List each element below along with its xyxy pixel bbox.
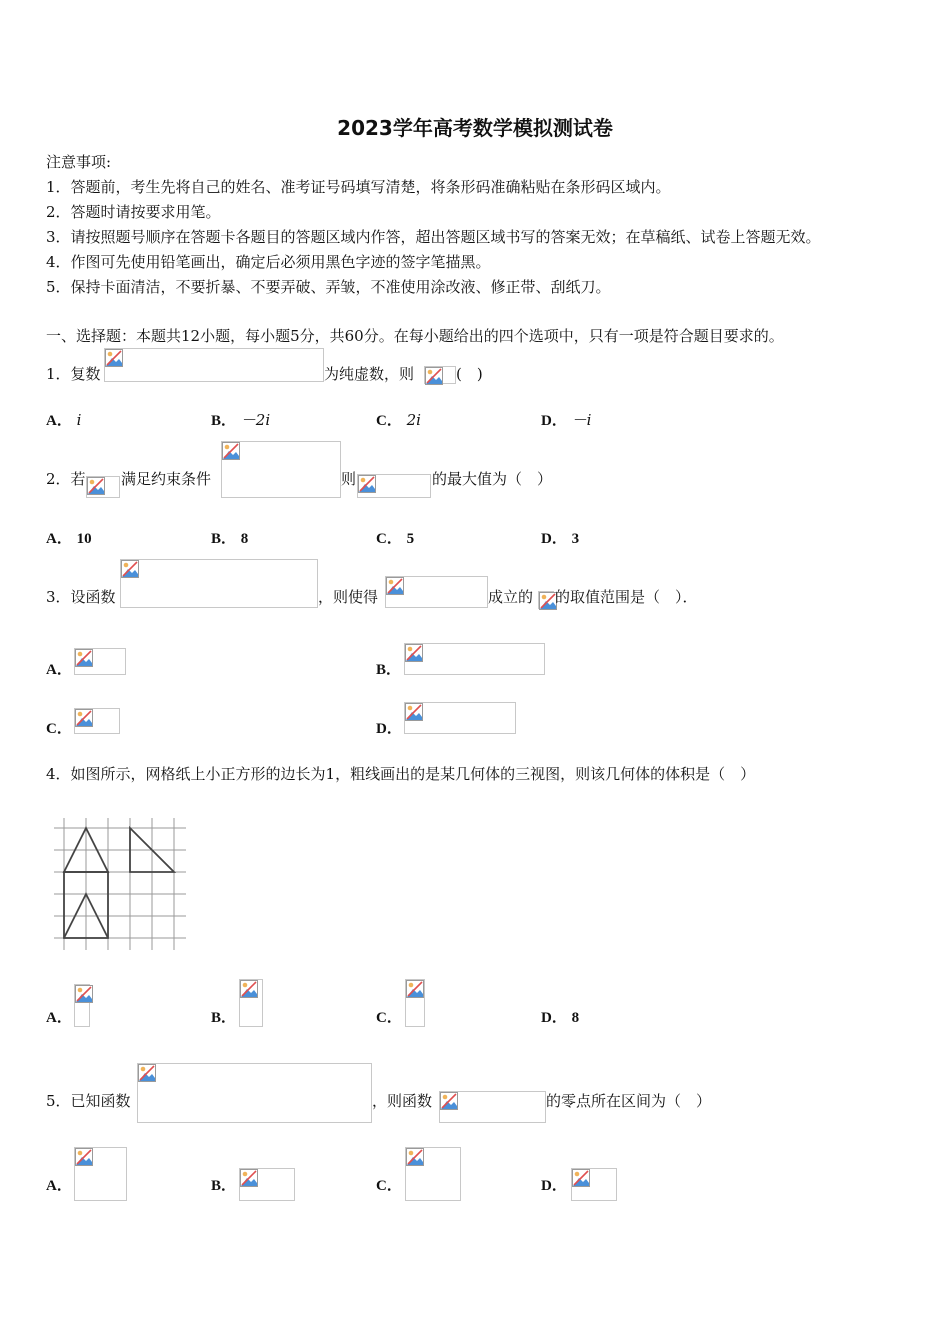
q5-option-c[interactable] bbox=[376, 1175, 402, 1196]
option-label: A． bbox=[46, 662, 72, 678]
q4-text: 4．如图所示，网格纸上小正方形的边长为1，粗线画出的是某几何体的三视图，则该几何体的体积是（ ） bbox=[46, 765, 756, 783]
broken-image-icon bbox=[75, 709, 93, 727]
q1-option-c[interactable] bbox=[376, 410, 421, 431]
section-heading: 一、选择题：本题共12小题，每小题5分，共60分。在每小题给出的四个选项中，只有一项是符合题目要求的。 bbox=[46, 327, 784, 345]
q4-option-a[interactable] bbox=[46, 1007, 72, 1028]
q1-variable-image bbox=[424, 366, 456, 384]
notice-item-5: 5．保持卡面清洁，不要折暴、不要弄破、弄皱，不准使用涂改液、修正带、刮纸刀。 bbox=[46, 278, 611, 296]
q5-option-c-image bbox=[405, 1147, 461, 1201]
option-label: B． bbox=[211, 1178, 237, 1194]
option-label: A． bbox=[46, 531, 72, 547]
q3-option-d[interactable] bbox=[376, 718, 402, 739]
notice-item-3: 3．请按照题号顺序在答题卡各题目的答题区域内作答，超出答题区域书写的答案无效；在草稿纸、试卷上答题无效。 bbox=[46, 228, 821, 246]
q4-option-a-image bbox=[74, 984, 90, 1027]
q5-option-a[interactable] bbox=[46, 1175, 72, 1196]
q4-option-d[interactable] bbox=[541, 1007, 579, 1028]
q3-option-b-image bbox=[404, 643, 545, 675]
q3-text-a: 3．设函数 bbox=[46, 588, 116, 606]
option-label: A． bbox=[46, 413, 72, 429]
broken-image-icon bbox=[406, 1148, 424, 1166]
option-value: i bbox=[76, 411, 82, 429]
option-label: A． bbox=[46, 1178, 72, 1194]
broken-image-icon bbox=[105, 349, 123, 367]
q2-text-a: 2．若 bbox=[46, 470, 86, 488]
broken-image-icon bbox=[222, 442, 240, 460]
option-value: －i bbox=[571, 411, 592, 429]
q5-option-d[interactable] bbox=[541, 1175, 567, 1196]
q5-function-image bbox=[137, 1063, 372, 1123]
q1-text-b: 为纯虚数，则 bbox=[324, 365, 415, 383]
q2-variable-image bbox=[86, 476, 120, 498]
broken-image-icon bbox=[440, 1092, 458, 1110]
option-label: D． bbox=[541, 531, 567, 547]
option-label: C． bbox=[46, 721, 72, 737]
grid-lines bbox=[54, 818, 186, 950]
notice-heading: 注意事项: bbox=[46, 153, 112, 171]
q5-text-c: 的零点所在区间为（ ） bbox=[546, 1092, 712, 1110]
broken-image-icon bbox=[75, 649, 93, 667]
option-label: C． bbox=[376, 1010, 402, 1026]
page-title: 2023学年高考数学模拟测试卷 bbox=[337, 116, 613, 140]
q1-text-a: 1．复数 bbox=[46, 365, 101, 383]
option-label: D． bbox=[376, 721, 402, 737]
option-label: C． bbox=[376, 413, 402, 429]
broken-image-icon bbox=[386, 577, 404, 595]
q1-option-b[interactable] bbox=[211, 410, 270, 431]
q3-option-b[interactable] bbox=[376, 659, 401, 680]
broken-image-icon bbox=[138, 1064, 156, 1082]
q2-text-c: 则 bbox=[341, 470, 357, 488]
notice-item-1: 1．答题前，考生先将自己的姓名、准考证号码填写清楚，将条形码准确粘贴在条形码区域内。 bbox=[46, 178, 671, 196]
q3-option-a[interactable] bbox=[46, 659, 72, 680]
option-label: D． bbox=[541, 1178, 567, 1194]
broken-image-icon bbox=[406, 980, 424, 998]
three-view-diagram bbox=[54, 818, 186, 950]
q2-option-a[interactable] bbox=[46, 528, 92, 549]
broken-image-icon bbox=[240, 1169, 258, 1187]
broken-image-icon bbox=[121, 560, 139, 578]
option-label: C． bbox=[376, 1178, 402, 1194]
q1-option-d[interactable] bbox=[541, 410, 591, 431]
option-value: 2i bbox=[406, 411, 421, 429]
notice-item-4: 4．作图可先使用铅笔画出，确定后必须用黑色字迹的签字笔描黑。 bbox=[46, 253, 491, 271]
broken-image-icon bbox=[240, 980, 258, 998]
option-value: －2i bbox=[240, 411, 271, 429]
q3-variable-image bbox=[538, 591, 554, 609]
q3-text-c: 成立的 bbox=[488, 588, 534, 606]
q4-option-c[interactable] bbox=[376, 1007, 402, 1028]
q4-option-b[interactable] bbox=[211, 1007, 236, 1028]
option-label: B． bbox=[376, 662, 402, 678]
option-value: 8 bbox=[571, 1010, 580, 1026]
broken-image-icon bbox=[405, 644, 423, 662]
q5-option-d-image bbox=[571, 1168, 617, 1201]
option-value: 10 bbox=[76, 531, 92, 547]
q2-option-b[interactable] bbox=[211, 528, 248, 549]
q5-zero-function-image bbox=[439, 1091, 546, 1123]
q5-text-a: 5．已知函数 bbox=[46, 1092, 131, 1110]
q2-constraint-image bbox=[221, 441, 341, 498]
option-label: D． bbox=[541, 413, 567, 429]
broken-image-icon bbox=[75, 985, 93, 1003]
broken-image-icon bbox=[572, 1169, 590, 1187]
option-value: 3 bbox=[571, 531, 580, 547]
q5-option-b[interactable] bbox=[211, 1175, 236, 1196]
q4-option-b-image bbox=[239, 979, 263, 1027]
q1-formula-image bbox=[104, 348, 324, 382]
q3-inequality-image bbox=[385, 576, 488, 608]
q2-text-d: 的最大值为（ ） bbox=[432, 470, 553, 488]
q2-text-b: 满足约束条件 bbox=[121, 470, 212, 488]
q4-option-c-image bbox=[405, 979, 425, 1027]
q3-text-b: ，则使得 bbox=[318, 588, 379, 606]
option-label: B． bbox=[211, 531, 237, 547]
option-label: D． bbox=[541, 1010, 567, 1026]
broken-image-icon bbox=[405, 703, 423, 721]
option-label: B． bbox=[211, 1010, 237, 1026]
q3-function-image bbox=[120, 559, 318, 608]
broken-image-icon bbox=[87, 477, 105, 495]
q5-option-a-image bbox=[74, 1147, 127, 1201]
option-label: B． bbox=[211, 413, 237, 429]
q5-text-b: ，则函数 bbox=[372, 1092, 433, 1110]
q3-option-c[interactable] bbox=[46, 718, 72, 739]
q2-objective-image bbox=[357, 474, 431, 498]
broken-image-icon bbox=[75, 1148, 93, 1166]
q1-text-c: ( ) bbox=[456, 365, 483, 383]
notice-item-2: 2．答题时请按要求用笔。 bbox=[46, 203, 221, 221]
broken-image-icon bbox=[358, 475, 376, 493]
option-value: 8 bbox=[240, 531, 249, 547]
broken-image-icon bbox=[425, 367, 443, 385]
option-label: A． bbox=[46, 1010, 72, 1026]
q3-option-a-image bbox=[74, 648, 126, 675]
q3-option-d-image bbox=[404, 702, 516, 734]
q2-option-d[interactable] bbox=[541, 528, 579, 549]
q2-option-c[interactable] bbox=[376, 528, 414, 549]
q3-text-d: 的取值范围是（ ）． bbox=[555, 588, 698, 606]
q5-option-b-image bbox=[239, 1168, 295, 1201]
option-label: C． bbox=[376, 531, 402, 547]
q1-option-a[interactable] bbox=[46, 410, 81, 431]
q3-option-c-image bbox=[74, 708, 120, 734]
option-value: 5 bbox=[406, 531, 415, 547]
